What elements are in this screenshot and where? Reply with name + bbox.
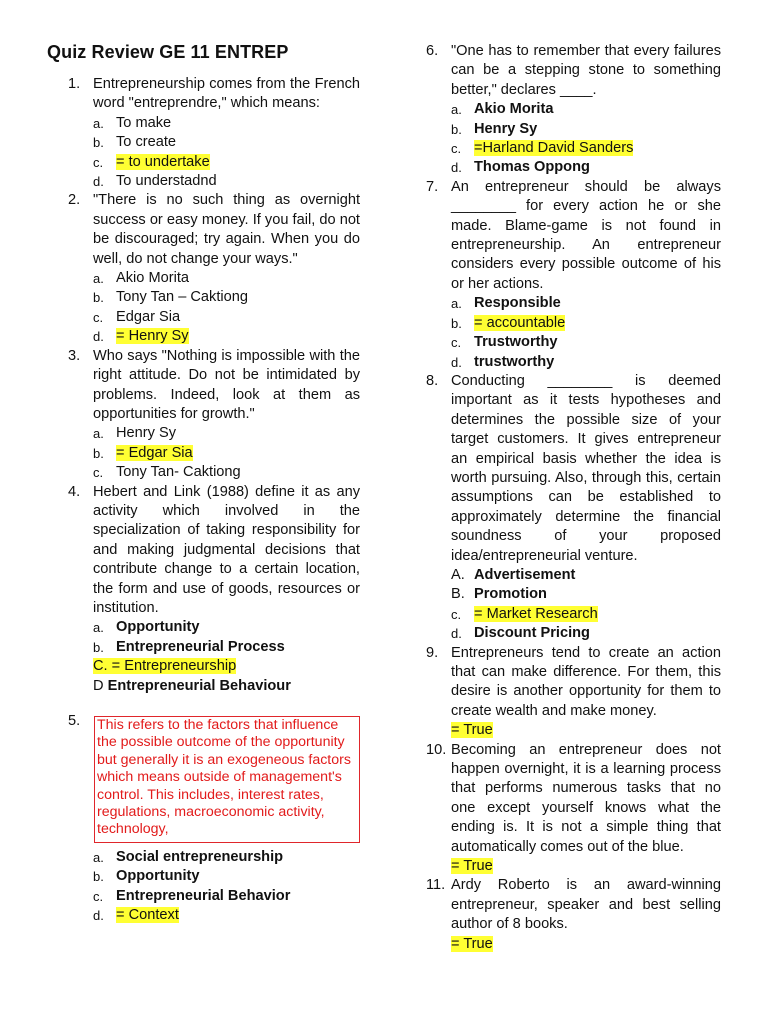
option-letter: a. bbox=[451, 102, 462, 118]
option-text: Tony Tan – Caktiong bbox=[116, 289, 248, 306]
answer-option bbox=[451, 353, 721, 372]
correct-answer: = Context bbox=[116, 907, 179, 924]
option-text: Akio Morita bbox=[116, 270, 189, 287]
question-item bbox=[68, 75, 360, 191]
option-text: Opportunity bbox=[116, 868, 200, 885]
option-text: Trustworthy bbox=[474, 334, 558, 351]
left-column bbox=[68, 75, 360, 696]
page-title: Quiz Review GE 11 ENTREP bbox=[47, 42, 289, 62]
question-number: 10. bbox=[426, 741, 447, 758]
option-letter: b. bbox=[93, 639, 104, 655]
question-item bbox=[426, 876, 721, 954]
question-text: Hebert and Link (1988) define it as any activity which involved in the specialization of taking responsibility for and making judgmental decisions that contribute change to a certain location, the form and use of goods, resources or institution. bbox=[93, 483, 360, 616]
question-text: An entrepreneur should be always ________ for every action he or she made. Blame-game is not found in entrepreneurship. An entrepreneur considers every possible outcome of his or her actions. bbox=[451, 178, 721, 292]
question-item bbox=[68, 191, 360, 346]
question-text: Conducting ________ is deemed important as it tests hypotheses and determines the possible size of your target customers. It gives entrepreneur an empirical basis whether the idea is worth pursuing. Also, through this, certain assumptions can be established to approximately determine the financial soundness of your proposed idea/entrepreneurial venture. bbox=[451, 372, 721, 564]
option-letter: d. bbox=[93, 329, 104, 345]
answer-option bbox=[451, 158, 721, 177]
option-letter: b. bbox=[451, 315, 462, 331]
option-text: Discount Pricing bbox=[474, 625, 590, 642]
right-column bbox=[426, 42, 721, 954]
answer-line bbox=[451, 721, 721, 740]
option-letter: b. bbox=[93, 135, 104, 151]
answer-option bbox=[451, 585, 721, 604]
option-letter: d. bbox=[93, 908, 104, 924]
question-item bbox=[68, 483, 360, 696]
option-letter: a. bbox=[93, 271, 104, 287]
question-number: 8. bbox=[426, 372, 439, 389]
answer-option bbox=[93, 133, 360, 152]
option-text: Responsible bbox=[474, 295, 561, 312]
option-text: Henry Sy bbox=[474, 120, 538, 137]
option-letter: A. bbox=[451, 566, 465, 583]
option-text: Entrepreneurial Process bbox=[116, 638, 285, 655]
answer-option bbox=[93, 463, 360, 482]
option-letter: d. bbox=[451, 354, 462, 370]
correct-answer: = True bbox=[451, 858, 493, 875]
correct-answer: = to undertake bbox=[116, 153, 210, 170]
option-text: Entrepreneurial Behaviour bbox=[107, 677, 291, 694]
option-letter: a. bbox=[93, 426, 104, 442]
question-number: 3. bbox=[68, 347, 81, 364]
answer-option bbox=[93, 327, 360, 346]
option-text: To create bbox=[116, 134, 177, 151]
option-letter: c. bbox=[451, 606, 462, 622]
correct-answer: =Harland David Sanders bbox=[474, 140, 634, 157]
answer-option bbox=[451, 314, 721, 333]
answer-option bbox=[93, 848, 361, 867]
option-text: Advertisement bbox=[474, 566, 576, 583]
correct-answer: = Henry Sy bbox=[116, 328, 189, 345]
option-text: trustworthy bbox=[474, 353, 555, 370]
question-number: 6. bbox=[426, 43, 439, 59]
answer-option bbox=[93, 638, 360, 657]
option-letter: b. bbox=[93, 445, 104, 461]
option-letter: c. bbox=[93, 888, 104, 904]
answer-line bbox=[451, 935, 721, 954]
option-text: To understadnd bbox=[116, 173, 217, 190]
question-text: "There is no such thing as overnight success or easy money. If you fail, do not be discouraged; try again. When you do well, do not change your ways." bbox=[93, 192, 360, 267]
option-letter: b. bbox=[93, 869, 104, 885]
question-text: Ardy Roberto is an award-winning entrepreneur, speaker and best selling author of 8 books. bbox=[451, 877, 721, 933]
answer-option bbox=[451, 605, 721, 624]
question-text: Entrepreneurs tend to create an action that can make difference. For them, this desire is another opportunity for them to create wealth and make money. bbox=[451, 644, 721, 719]
option-letter: c. bbox=[93, 154, 104, 170]
question-number: 1. bbox=[68, 76, 81, 92]
option-letter: c. bbox=[93, 309, 104, 325]
answer-option bbox=[451, 624, 721, 643]
option-text: Henry Sy bbox=[116, 425, 177, 442]
answer-option bbox=[93, 677, 360, 696]
option-text: Tony Tan- Caktiong bbox=[116, 464, 241, 481]
option-letter: d. bbox=[451, 160, 462, 176]
option-text: Edgar Sia bbox=[116, 308, 181, 325]
answer-option bbox=[93, 906, 361, 925]
option-letter: c. bbox=[451, 141, 462, 157]
question-item bbox=[68, 347, 360, 483]
answer-option bbox=[93, 887, 361, 906]
answer-option bbox=[93, 308, 360, 327]
option-text: Social entrepreneurship bbox=[116, 849, 284, 865]
option-text: Akio Morita bbox=[474, 101, 554, 118]
option-text: Opportunity bbox=[116, 619, 200, 636]
option-letter: a. bbox=[93, 620, 104, 636]
answer-option bbox=[451, 294, 721, 313]
question-item bbox=[426, 741, 721, 877]
question-5-options bbox=[93, 848, 361, 926]
correct-answer: = True bbox=[451, 722, 493, 739]
note-callout-box: This refers to the factors that influence the possible outcome of the opportunity but generally it is an exogeneous factors which means outside of management's control. This includes, interest rates, regulations, macroeconomic activity, technology, bbox=[94, 716, 360, 843]
option-letter: c. bbox=[451, 335, 462, 351]
option-letter: b. bbox=[93, 290, 104, 306]
option-letter: c. bbox=[93, 465, 104, 481]
option-text: To make bbox=[116, 114, 172, 131]
answer-option bbox=[93, 444, 360, 463]
option-letter: a. bbox=[93, 115, 104, 131]
correct-answer: = accountable bbox=[474, 314, 566, 331]
question-number: 11. bbox=[426, 877, 446, 894]
option-letter: d. bbox=[451, 626, 462, 642]
question-number: 2. bbox=[68, 192, 81, 209]
question-item bbox=[426, 644, 721, 741]
answer-option bbox=[451, 333, 721, 352]
answer-option bbox=[93, 867, 361, 886]
answer-option bbox=[93, 657, 360, 676]
correct-answer: = True bbox=[451, 935, 493, 952]
option-text: Entrepreneurial Behavior bbox=[116, 887, 291, 904]
answer-option bbox=[93, 424, 360, 443]
question-number: 4. bbox=[68, 483, 81, 500]
answer-option bbox=[93, 172, 360, 191]
answer-option bbox=[451, 566, 721, 585]
option-letter: a. bbox=[93, 850, 104, 865]
question-text: "One has to remember that every failures can be a stepping stone to something better," declares ____. bbox=[451, 43, 721, 98]
answer-option bbox=[93, 269, 360, 288]
answer-option bbox=[451, 139, 721, 158]
option-text: Thomas Oppong bbox=[474, 159, 590, 176]
option-letter: B. bbox=[451, 586, 465, 603]
question-item bbox=[426, 178, 721, 372]
correct-answer: C. = Entrepreneurship bbox=[93, 658, 237, 675]
question-text: Who says "Nothing is impossible with the right attitude. Do not be intimidated by problems. Indeed, look at them as opportunities for growth." bbox=[93, 347, 360, 422]
question-text: Becoming an entrepreneur does not happen overnight, it is a learning process that performs numerous tasks that no one except yourself knows what the ending is. It is not a simple thing that automatically comes out of the blue. bbox=[451, 741, 721, 855]
answer-option bbox=[93, 153, 360, 172]
answer-option bbox=[93, 618, 360, 637]
answer-line bbox=[451, 857, 721, 876]
question-item bbox=[426, 372, 721, 644]
option-letter: b. bbox=[451, 121, 462, 137]
question-text: Entrepreneurship comes from the French word "entreprendre," which means: bbox=[93, 76, 360, 112]
question-number: 9. bbox=[426, 644, 439, 661]
option-text: D bbox=[93, 677, 108, 694]
answer-option bbox=[93, 288, 360, 307]
option-letter: d. bbox=[93, 174, 104, 190]
correct-answer: = Edgar Sia bbox=[116, 444, 193, 461]
correct-answer: = Market Research bbox=[474, 605, 598, 622]
question-number: 5. bbox=[68, 713, 81, 729]
answer-option bbox=[451, 120, 721, 139]
question-item bbox=[426, 42, 721, 178]
option-letter: a. bbox=[451, 296, 462, 312]
question-number: 7. bbox=[426, 178, 439, 195]
answer-option bbox=[451, 100, 721, 119]
option-text: Promotion bbox=[474, 586, 547, 603]
answer-option bbox=[93, 114, 360, 133]
